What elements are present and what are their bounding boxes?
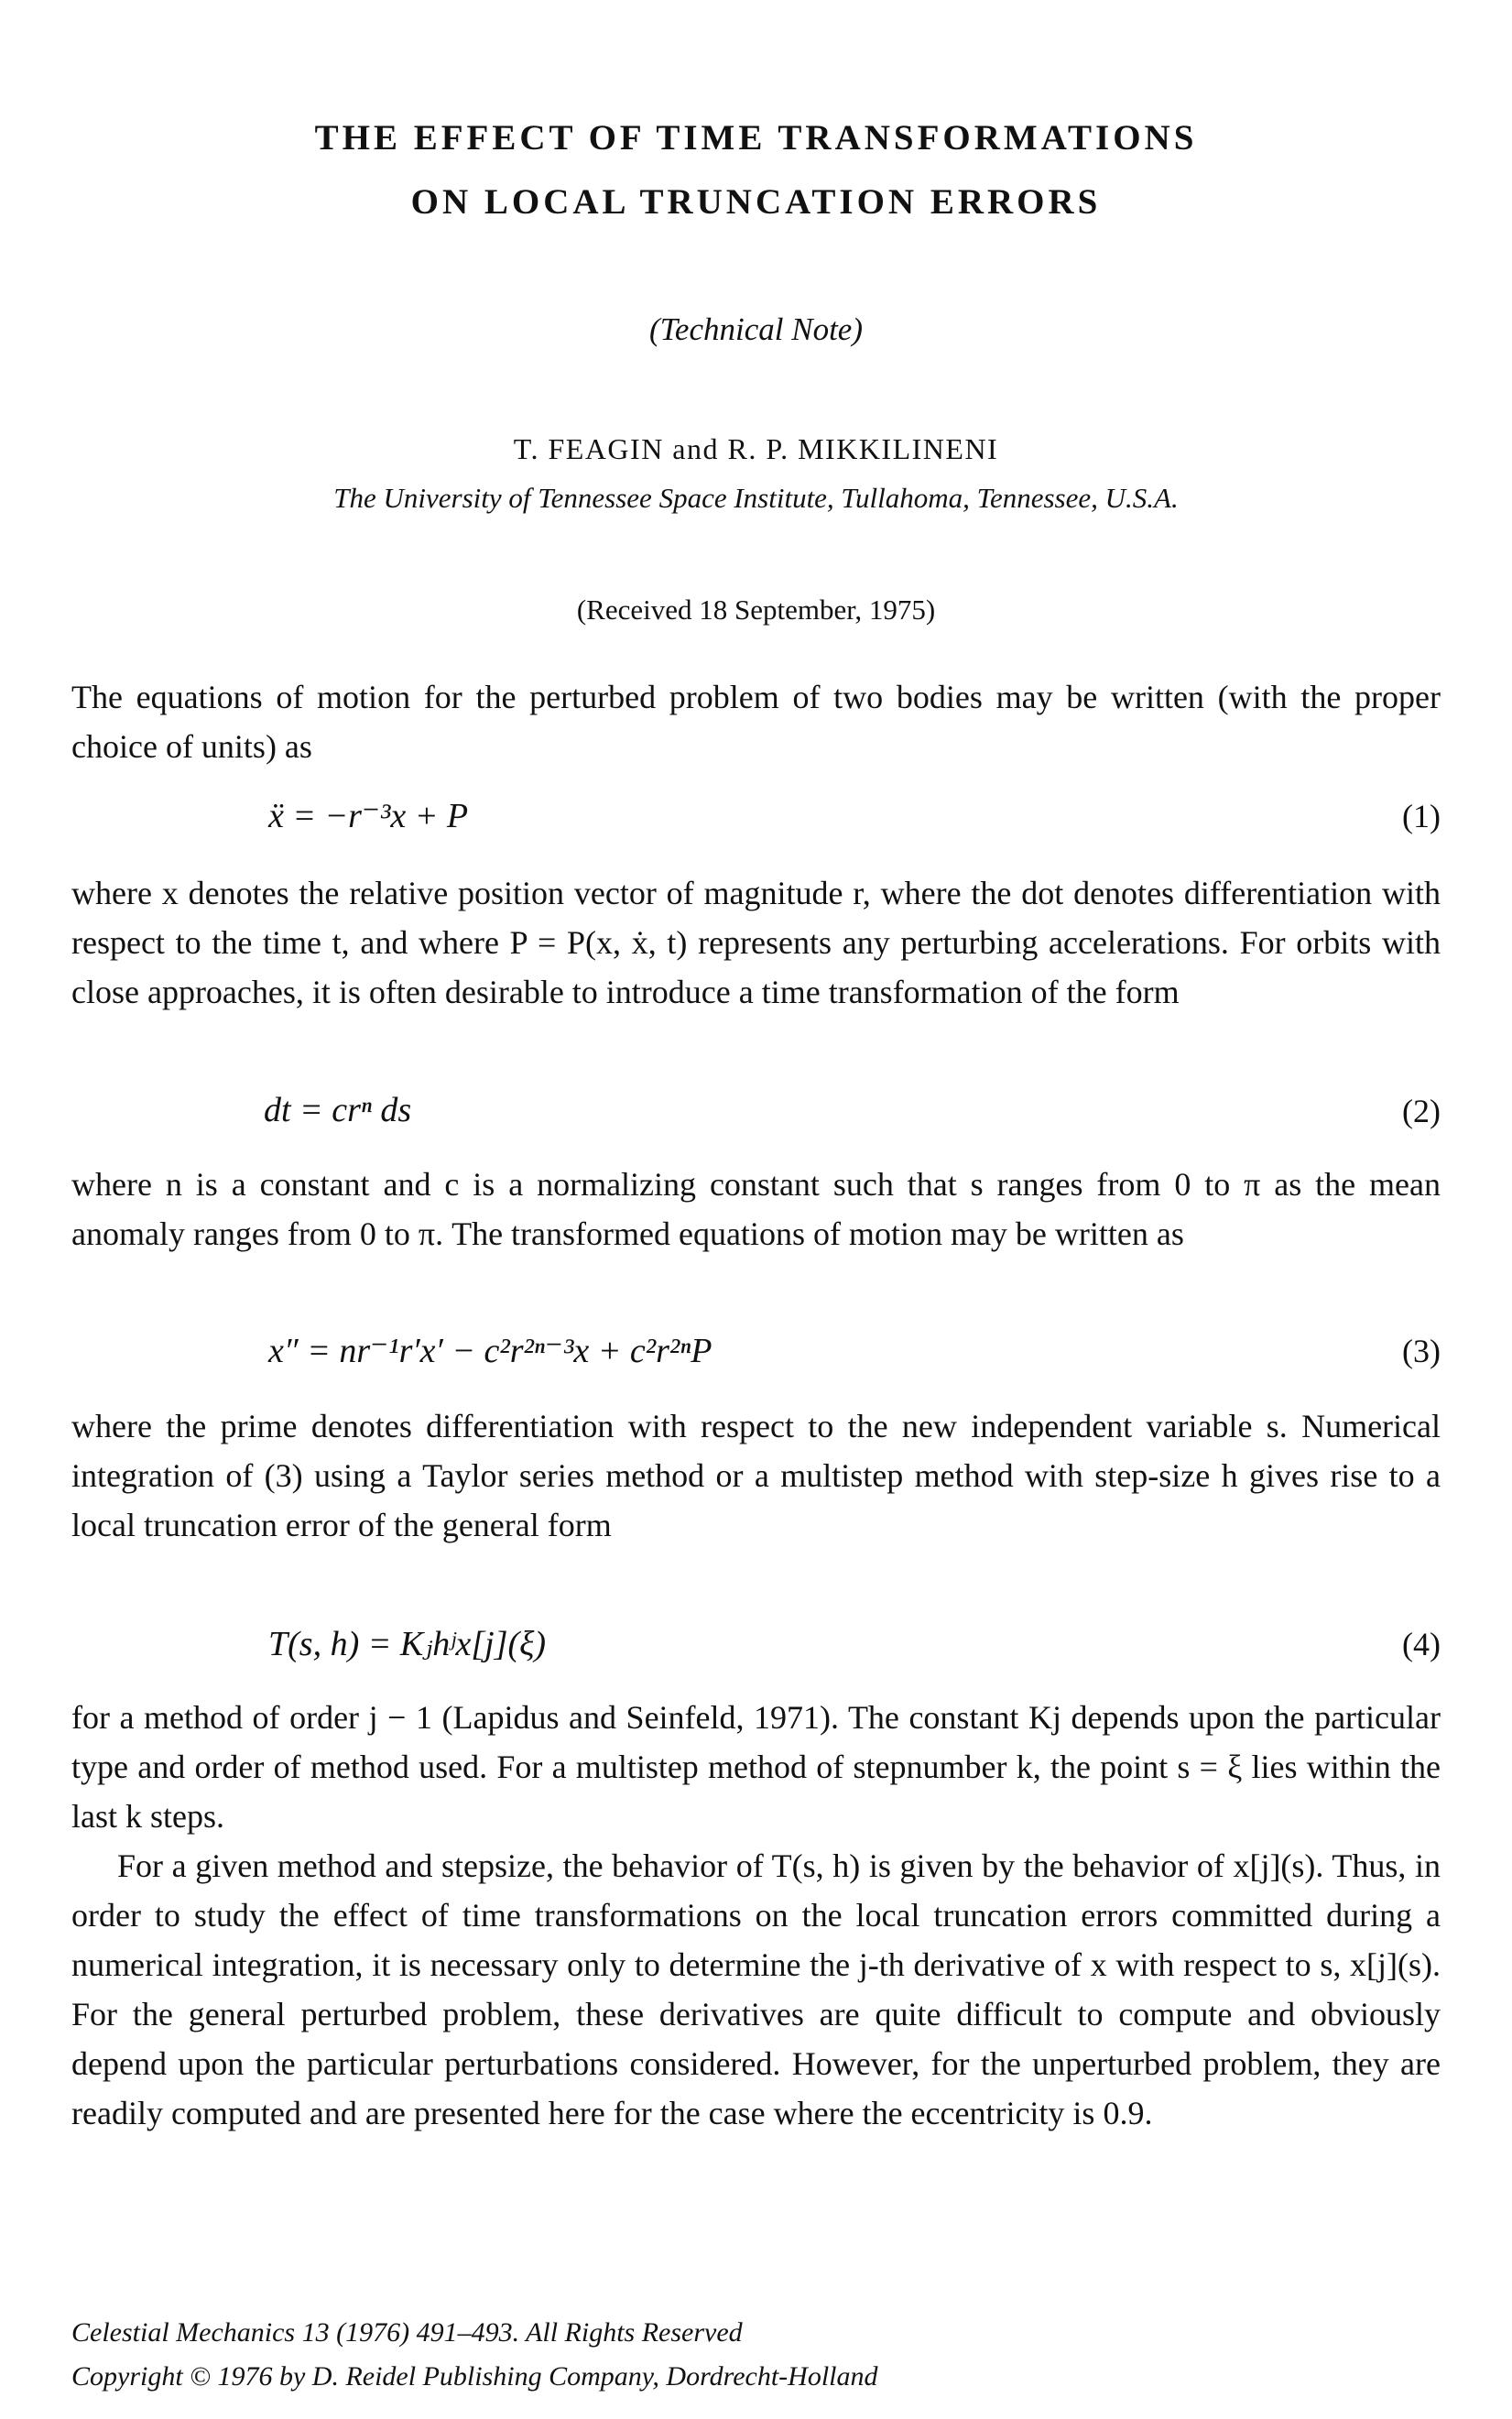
equation-4: T(s, h) = Kⱼhʲx[j](ξ) bbox=[268, 1625, 547, 1663]
equation-2-number: (2) bbox=[1402, 1093, 1441, 1129]
paragraph-1: The equations of motion for the perturbed problem of two bodies may be written (with the proper choice of units) as bbox=[71, 679, 1441, 765]
paper-title-line-2: ON LOCAL TRUNCATION ERRORS bbox=[410, 182, 1102, 222]
paragraph-6: For a given method and stepsize, the behavior of T(s, h) is given by the behavior of x[j](s). Thus, in order to study the effect of time transformations on the local truncation errors committed during a numerical integration, it is necessary only to determine the j-th derivative of x with respect to s, x[j](s). For the general perturbed problem, these derivatives are quite difficult to compute and obviously depend upon the particular perturbations considered. However, for the unperturbed problem, they are readily computed and are presented here for the case where the eccentricity is 0.9. bbox=[71, 1847, 1441, 2131]
equation-1-number: (1) bbox=[1402, 798, 1441, 834]
paragraph-4: where the prime denotes differentiation with respect to the new independent variable s. Numerical integration of (3) using a Taylor series method or a multistep method with step-size h gives rise to a local truncation error of the general form bbox=[71, 1408, 1441, 1543]
equation-3: x″ = nr⁻¹r′x′ − c²r²ⁿ⁻³x + c²r²ⁿP bbox=[268, 1332, 712, 1370]
paper-title-line-1: THE EFFECT OF TIME TRANSFORMATIONS bbox=[314, 118, 1198, 158]
journal-citation: Celestial Mechanics 13 (1976) 491–493. All Rights Reserved bbox=[71, 2317, 743, 2348]
equation-1: ẍ = −r⁻³x + P bbox=[268, 797, 469, 835]
equation-2: dt = crⁿ ds bbox=[264, 1091, 412, 1129]
paragraph-5: for a method of order j − 1 (Lapidus and Seinfeld, 1971). The constant Kj depends upon the particular type and order of method used. For a multistep method of stepnumber k, the point s = ξ lies within the last k steps. bbox=[71, 1699, 1441, 1835]
paper-authors: T. FEAGIN and R. P. MIKKILINENI bbox=[513, 432, 999, 465]
paper-subtitle: (Technical Note) bbox=[649, 311, 863, 347]
copyright-notice: Copyright © 1976 by D. Reidel Publishing Company, Dordrecht-Holland bbox=[71, 2361, 878, 2392]
paper-affiliation: The University of Tennessee Space Institute, Tullahoma, Tennessee, U.S.A. bbox=[333, 482, 1179, 514]
paragraph-3: where n is a constant and c is a normalizing constant such that s ranges from 0 to π as the mean anomaly ranges from 0 to π. The transformed equations of motion may be written as bbox=[71, 1166, 1441, 1252]
equation-4-number: (4) bbox=[1402, 1626, 1441, 1662]
equation-3-number: (3) bbox=[1402, 1333, 1441, 1369]
paragraph-2: where x denotes the relative position vector of magnitude r, where the dot denotes differentiation with respect to the time t, and where P = P(x, ẋ, t) represents any perturbing accelerations. For orbits with close approaches, it is often desirable to introduce a time transformation of the form bbox=[71, 875, 1441, 1010]
received-date: (Received 18 September, 1975) bbox=[576, 594, 936, 626]
